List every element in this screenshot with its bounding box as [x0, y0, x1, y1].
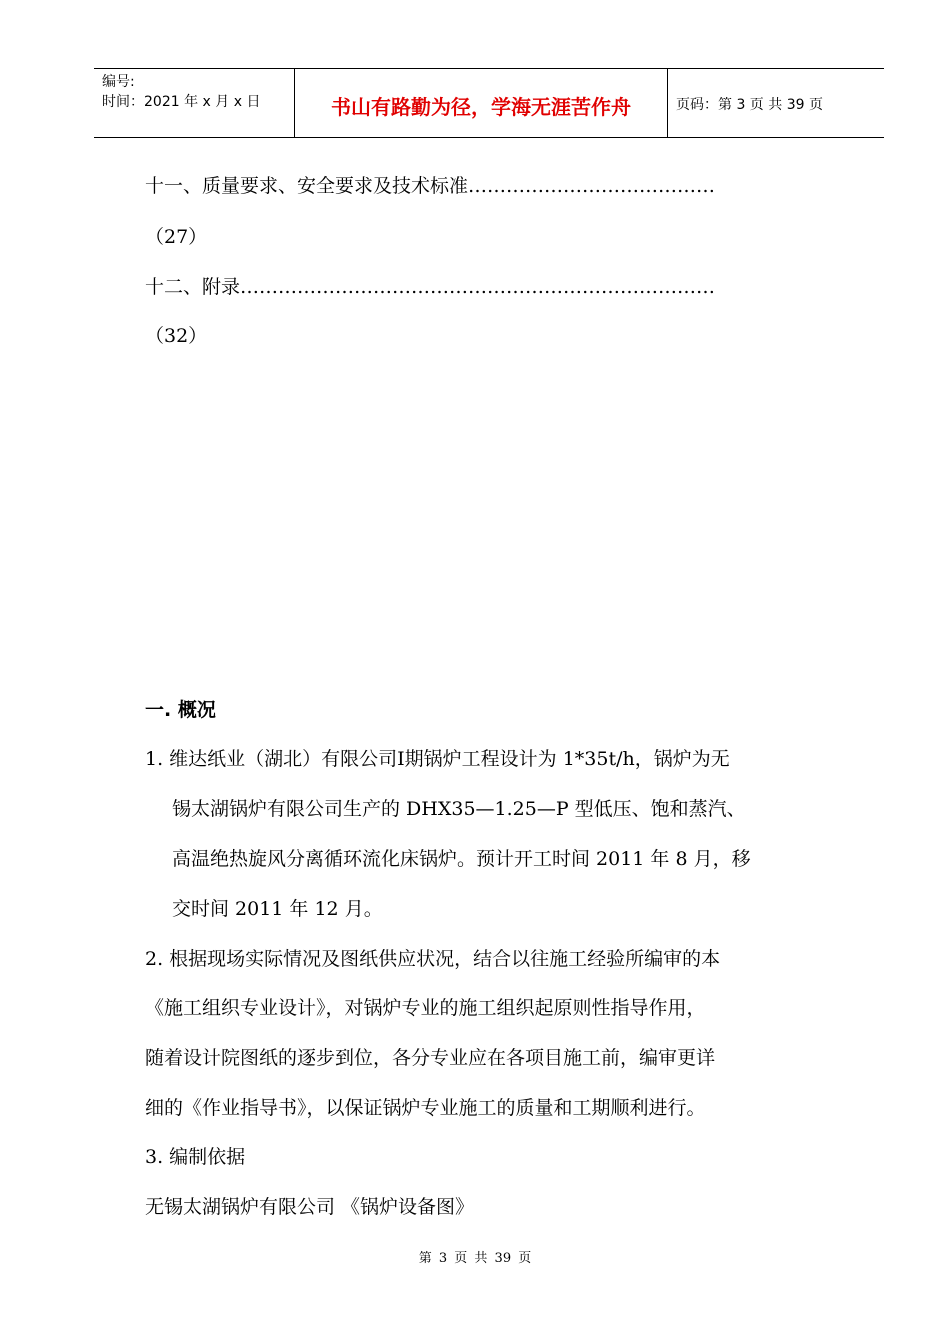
paragraph-line: 随着设计院图纸的逐步到位，各分专业应在各项目施工前，编审更详: [145, 1047, 716, 1069]
toc-entry-title: 十二、附录…………………………………………………………………: [145, 276, 716, 298]
paragraph-line: 锡太湖锅炉有限公司生产的 DHX35—1.25—P 型低压、饱和蒸汽、: [172, 798, 746, 820]
page-header: [94, 68, 884, 138]
paragraph-line: 交时间 2011 年 12 月。: [172, 898, 383, 920]
toc-entry-title: 十一、质量要求、安全要求及技术标准…………………………………: [145, 175, 716, 197]
paragraph-line: 无锡太湖锅炉有限公司 《锅炉设备图》: [145, 1196, 475, 1218]
paragraph-line: 细的《作业指导书》，以保证锅炉专业施工的质量和工期顺利进行。: [145, 1097, 706, 1119]
toc-entry-page: （27）: [145, 226, 208, 248]
header-page-cell: [668, 69, 884, 137]
header-meta-cell: [94, 69, 295, 137]
toc-entry-page: （32）: [145, 325, 208, 347]
paragraph-line: 高温绝热旋风分离循环流化床锅炉。预计开工时间 2011 年 8 月，移: [172, 848, 751, 870]
paragraph-line: 3. 编制依据: [145, 1146, 246, 1168]
paragraph-line: 《施工组织专业设计》，对锅炉专业的施工组织起原则性指导作用，: [145, 997, 706, 1019]
section-heading: 一. 概况: [145, 699, 216, 721]
document-time-label: 时间：2021 年 x 月 x 日: [102, 94, 261, 110]
paragraph-line: 1. 维达纸业（湖北）有限公司Ⅰ期锅炉工程设计为 1*35t/h，锅炉为无: [145, 748, 730, 770]
paragraph-line: 2. 根据现场实际情况及图纸供应状况，结合以往施工经验所编审的本: [145, 948, 721, 970]
document-number-label: 编号:: [102, 74, 135, 90]
page-footer: 第 3 页 共 39 页: [418, 1251, 532, 1266]
header-motto-cell: [295, 69, 668, 137]
header-page-info: 页码：第 3 页 共 39 页: [676, 97, 823, 113]
header-motto: 书山有路勤为径，学海无涯苦作舟: [331, 95, 631, 119]
